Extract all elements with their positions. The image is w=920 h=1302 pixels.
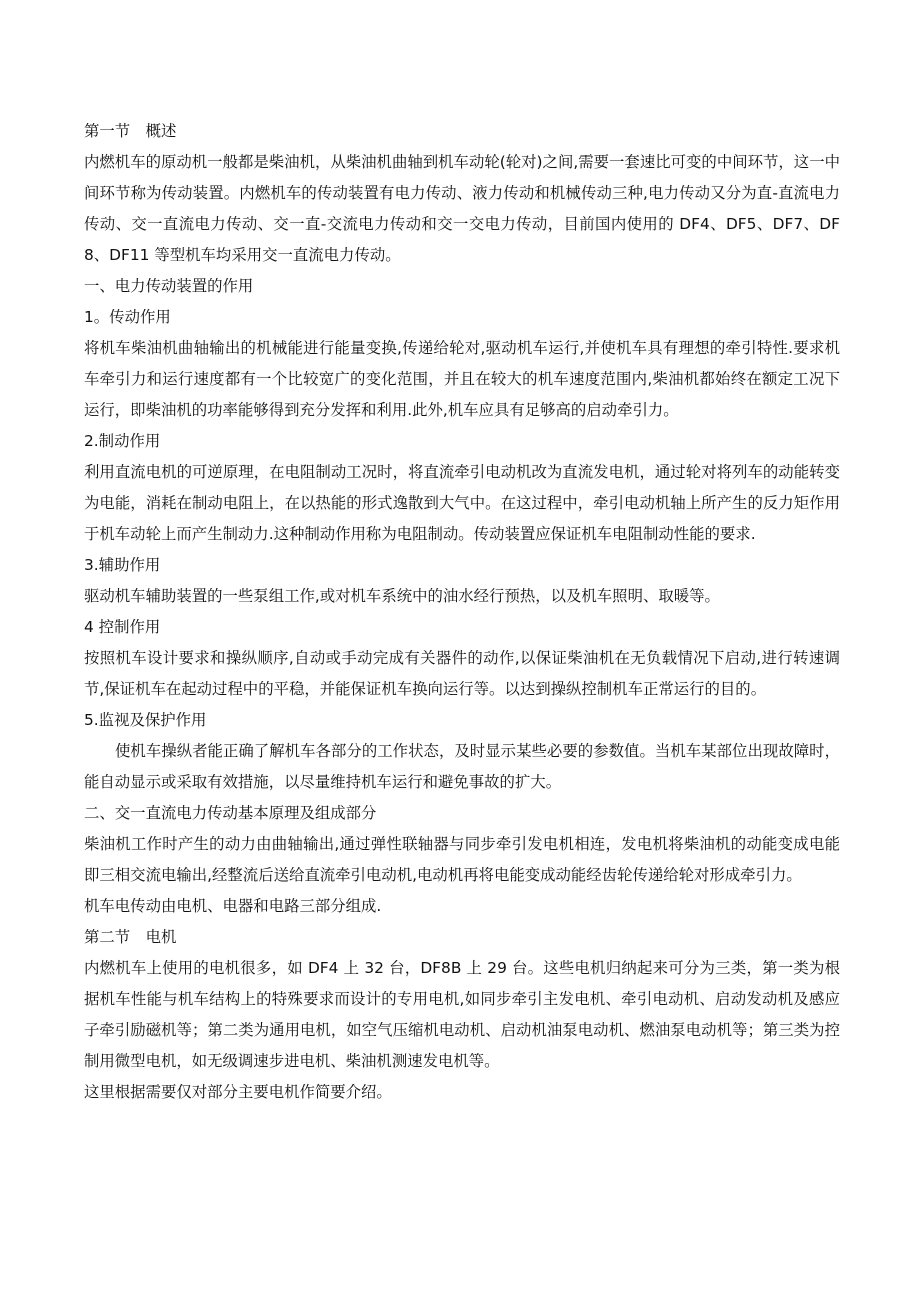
item-4-title: 4 控制作用 — [84, 618, 161, 636]
document-page — [84, 116, 840, 1108]
section-2-title: 第二节 电机 — [84, 928, 177, 946]
heading-transmission-functions: 一、电力传动装置的作用 — [84, 277, 254, 295]
item-3-title: 3.辅助作用 — [84, 556, 161, 574]
item-1-paragraph: 将机车柴油机曲轴输出的机械能进行能量变换,传递给轮对,驱动机车运行,并使机车具有理想的牵引特性.要求机车牵引力和运行速度都有一个比较宽广的变化范围，并且在较大的机车速度范围内,柴油机都始终在额定工况下运行，即柴油机的功率能够得到充分发挥和利用.此外,机车应具有足够高的启动牵引力。 — [84, 339, 840, 419]
item-1-title: 1。传动作用 — [84, 308, 171, 326]
intro-paragraph: 内燃机车的原动机一般都是柴油机，从柴油机曲轴到机车动轮(轮对)之间,需要一套速比可变的中间环节，这一中间环节称为传动装置。内燃机车的传动装置有电力传动、液力传动和机械传动三种,电力传动又分为直-直流电力传动、交一直流电力传动、交一直-交流电力传动和交一交电力传动，目前国内使用的 DF4、DF5、DF7、DF8、DF11 等型机车均采用交一直流电力传动。 — [84, 153, 840, 264]
item-5-paragraph: 使机车操纵者能正确了解机车各部分的工作状态，及时显示某些必要的参数值。当机车某部位出现故障时，能自动显示或采取有效措施，以尽量维持机车运行和避免事故的扩大。 — [84, 742, 840, 791]
item-2-title: 2.制动作用 — [84, 432, 161, 450]
composition-paragraph: 机车电传动由电机、电器和电路三部分组成. — [84, 897, 382, 915]
motors-paragraph: 内燃机车上使用的电机很多，如 DF4 上 32 台，DF8B 上 29 台。这些电机归纳起来可分为三类，第一类为根据机车性能与机车结构上的特殊要求而设计的专用电机,如同步牵引主发电机、牵引电动机、启动发动机及感应子牵引励磁机等；第二类为通用电机，如空气压缩机电动机、启动机油泵电动机、燃油泵电动机等；第三类为控制用微型电机，如无级调速步进电机、柴油机测速发电机等。 — [84, 959, 840, 1070]
item-5-title: 5.监视及保护作用 — [84, 711, 207, 729]
heading-principle: 二、交一直流电力传动基本原理及组成部分 — [84, 804, 377, 822]
closing-paragraph: 这里根据需要仅对部分主要电机作简要介绍。 — [84, 1083, 392, 1101]
item-4-paragraph: 按照机车设计要求和操纵顺序,自动或手动完成有关器件的动作,以保证柴油机在无负载情况下启动,进行转速调节,保证机车在起动过程中的平稳，并能保证机车换向运行等。以达到操纵控制机车正常运行的目的。 — [84, 649, 840, 698]
item-3-paragraph: 驱动机车辅助装置的一些泵组工作,或对机车系统中的油水经行预热，以及机车照明、取暖等。 — [84, 587, 720, 605]
principle-paragraph: 柴油机工作时产生的动力由曲轴输出,通过弹性联轴器与同步牵引发电机相连，发电机将柴油机的动能变成电能即三相交流电输出,经整流后送给直流牵引电动机,电动机再将电能变成动能经齿轮传递给轮对形成牵引力。 — [84, 835, 840, 884]
item-2-paragraph: 利用直流电机的可逆原理，在电阻制动工况时，将直流牵引电动机改为直流发电机，通过轮对将列车的动能转变为电能，消耗在制动电阻上，在以热能的形式逸散到大气中。在这过程中，牵引电动机轴上所产生的反力矩作用于机车动轮上而产生制动力.这种制动作用称为电阻制动。传动装置应保证机车电阻制动性能的要求. — [84, 463, 840, 543]
section-1-title: 第一节 概述 — [84, 122, 177, 140]
